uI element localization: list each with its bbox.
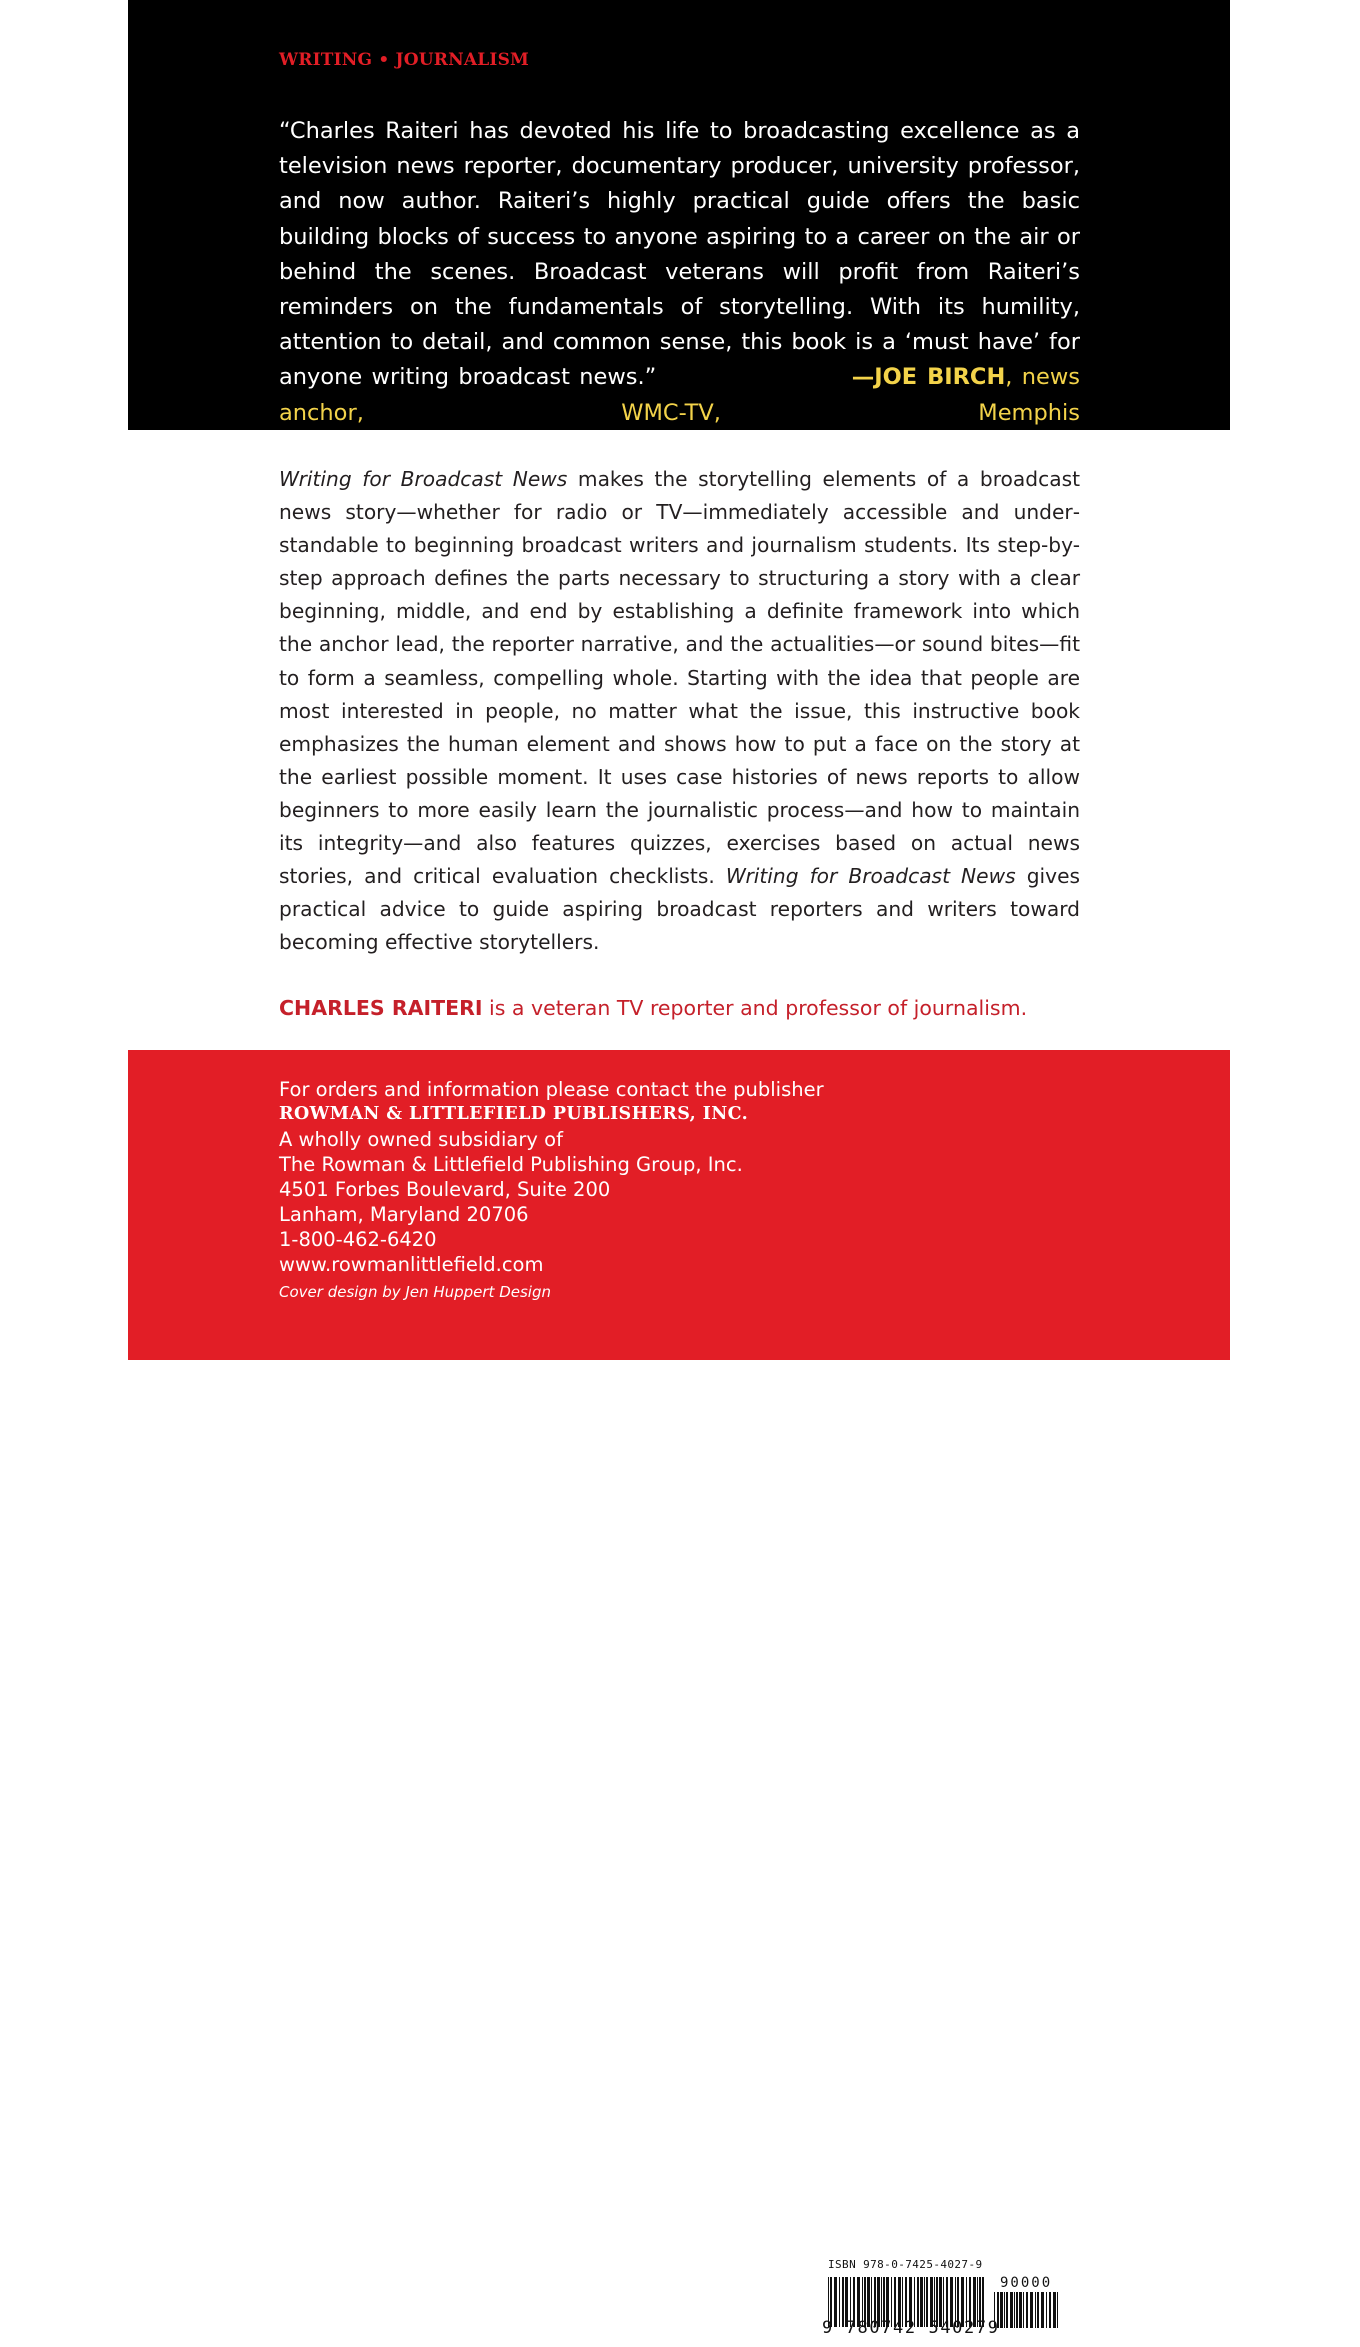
book-title: Writing for Broadcast News [725, 864, 1016, 889]
author-bio [279, 996, 1027, 1020]
publisher-phone: 1-800-462-6420 [279, 1228, 437, 1251]
barcode-bar [1016, 2292, 1018, 2328]
author-bio-text: is a veteran TV reporter and professor of journalism. [482, 996, 1028, 1020]
barcode-bar [1006, 2292, 1008, 2328]
description-text: makes the storytelling elements of a broadcast news story—whether for radio or TV—immediately accessible and understandable to beginning broadcast writers and journalism students. Its step-by-step approach defines the parts necessary to structuring a story with a clear beginning, middle, and end by establishing a definite framework into which the anchor lead, the reporter narrative, and the actualities—or sound bites—fit to form a seamless, compelling whole. Starting with the idea that people are most interested in people, no matter what the issue, this instructive book emphasizes the human element and shows how to put a face on the story at the earliest possible moment. It uses case histories of news reports to allow beginners to more easily learn the journalistic process—and how to maintain its integrity—and also features quizzes, exercises based on actual news stories, and critical evaluation checklists. [279, 467, 1080, 889]
attribution-name: —JOE BIRCH [851, 364, 1006, 391]
quote-text: “Charles Raiteri has devoted his life to broadcasting excellence as a television news reporter, documentary producer, university professor, and now author. Raiteri’s highly practical guide offers the basic building blocks of success to anyone aspiring to a career on the air or behind the scenes. Broadcast veterans will profit from Raiteri’s reminders on the fundamentals of storytelling. With its humility, attention to detail, and common sense, this book is a ‘must have’ for anyone writing broadcast news.” [279, 118, 1080, 391]
barcode-bar [1035, 2292, 1036, 2328]
attribution-role: , news anchor, WMC-TV, Memphis [279, 364, 1080, 426]
barcode-bar [1037, 2292, 1039, 2328]
barcode-bar [1010, 2292, 1013, 2328]
isbn-label: ISBN 978-0-7425-4027-9 [828, 2258, 983, 2271]
book-title: Writing for Broadcast News [279, 467, 568, 491]
publisher-city: Lanham, Maryland 20706 [279, 1203, 529, 1226]
endorsement-panel [128, 0, 1230, 430]
barcode-bar [1019, 2292, 1022, 2328]
cover-credit: Cover design by Jen Huppert Design [279, 1283, 551, 1301]
author-name: CHARLES RAITERI [279, 996, 483, 1020]
barcode-bar [1041, 2292, 1044, 2328]
category-label: WRITING • JOURNALISM [279, 50, 530, 70]
barcode-bar [1030, 2292, 1033, 2328]
barcode-bar [1023, 2292, 1024, 2328]
description-text: gives practical advice to guide aspiring broadcast reporters and writers toward becoming effective storytellers. [279, 864, 1081, 955]
barcode-bar [1057, 2292, 1058, 2328]
barcode-bar [1026, 2292, 1028, 2328]
publisher-name: ROWMAN & LITTLEFIELD PUBLISHERS, INC. [279, 1104, 749, 1124]
publisher-group: The Rowman & Littlefield Publishing Group, Inc. [279, 1153, 743, 1176]
publisher-address: 4501 Forbes Boulevard, Suite 200 [279, 1178, 611, 1201]
publisher-subsidiary: A wholly owned subsidiary of [279, 1128, 563, 1151]
publisher-info [279, 1077, 824, 1305]
barcode-price: 90000 [1000, 2275, 1053, 2291]
barcode [808, 2244, 1078, 2347]
barcode-bar [1049, 2292, 1051, 2328]
barcode-bar [1046, 2292, 1047, 2328]
barcode-bar [1004, 2292, 1005, 2328]
barcode-ean: 9 780742 540279 [822, 2318, 1000, 2338]
publisher-website[interactable]: www.rowmanlittlefield.com [279, 1253, 544, 1276]
barcode-bar [1014, 2292, 1015, 2328]
book-description [279, 463, 1080, 959]
publisher-contact: For orders and information please contact the publisher [279, 1078, 824, 1101]
barcode-bar [1000, 2292, 1003, 2328]
barcode-bar [1053, 2292, 1056, 2328]
back-cover [128, 0, 1230, 2338]
endorsement-quote [279, 114, 1080, 431]
barcode-addon-bars [994, 2292, 1060, 2328]
